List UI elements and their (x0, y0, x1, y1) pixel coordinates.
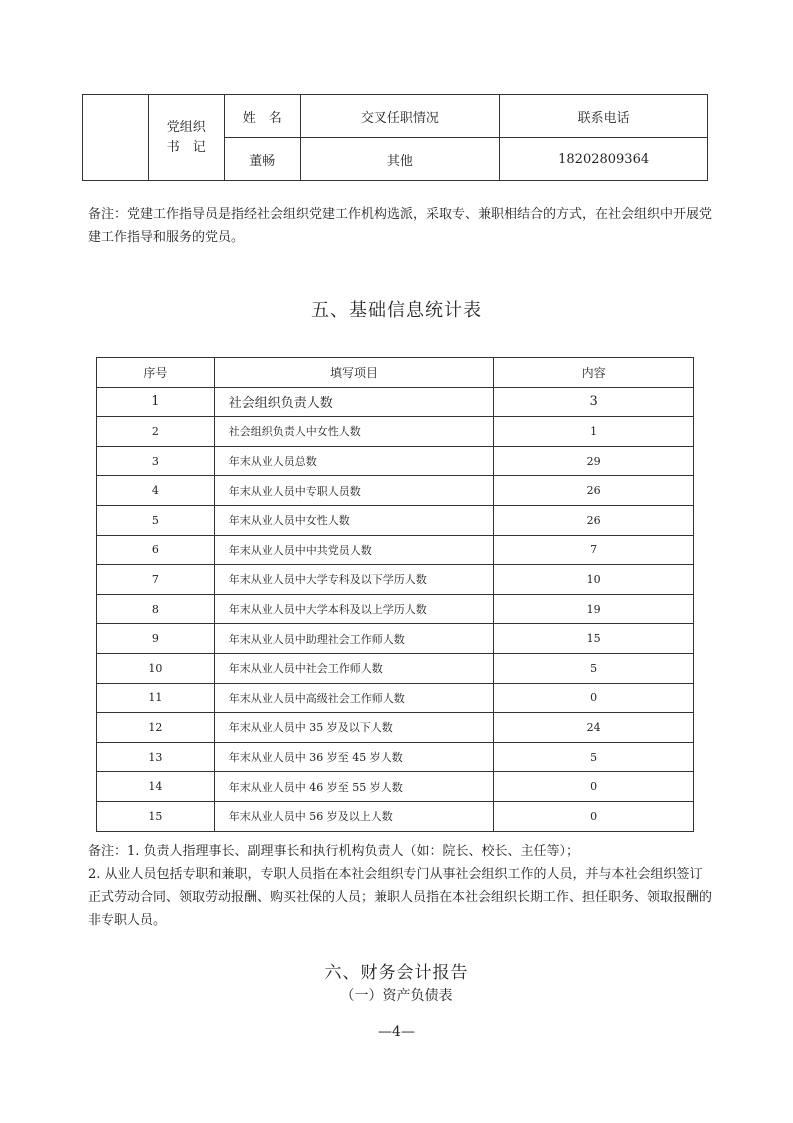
row-number: 15 (97, 801, 215, 831)
section-title-financial: 六、财务会计报告 (324, 963, 469, 983)
table-row (97, 653, 694, 683)
table-row (97, 683, 694, 713)
secretary-cross-role: 其他 (300, 138, 500, 181)
table-row (97, 594, 694, 624)
basic-info-table (96, 357, 694, 832)
row-item: 年末从业人员中大学本科及以上学历人数 (214, 594, 494, 624)
row-value: 0 (494, 801, 694, 831)
row-item: 年末从业人员总数 (214, 446, 494, 476)
secretary-name: 董畅 (224, 138, 300, 181)
row-number: 14 (97, 772, 215, 802)
row-item: 社会组织负责人数 (214, 387, 494, 417)
row-item: 年末从业人员中社会工作师人数 (214, 653, 494, 683)
note-definitions (88, 840, 713, 932)
row-value: 0 (494, 772, 694, 802)
secretary-phone: 18202809364 (500, 138, 708, 181)
section-title-basic-info: 五、基础信息统计表 (311, 300, 482, 321)
row-item: 社会组织负责人中女性人数 (214, 417, 494, 447)
row-value: 24 (494, 713, 694, 743)
table-row (97, 535, 694, 565)
note-line-2: 2. 从业人员包括专职和兼职，专职人员指在本社会组织专门从事社会组织工作的人员，并与本社会组织签订正式劳动合同、领取劳动报酬、购买社保的人员；兼职人员指在本社会组织长期工作、担任职务、领取报酬的非专职人员。 (88, 867, 713, 928)
row-value: 26 (494, 505, 694, 535)
table-row (97, 772, 694, 802)
row-value: 29 (494, 446, 694, 476)
row-number: 6 (97, 535, 215, 565)
row-number: 7 (97, 565, 215, 595)
header-value: 内容 (494, 358, 694, 388)
row-value: 5 (494, 742, 694, 772)
blank-cell (83, 95, 149, 181)
subsection-title-balance-sheet: （一）资产负债表 (340, 988, 453, 1004)
table-row (97, 387, 694, 417)
row-number: 2 (97, 417, 215, 447)
row-number: 8 (97, 594, 215, 624)
row-value: 7 (494, 535, 694, 565)
row-number: 1 (97, 387, 215, 417)
row-number: 3 (97, 446, 215, 476)
row-item: 年末从业人员中大学专科及以下学历人数 (214, 565, 494, 595)
table-row (97, 713, 694, 743)
row-value: 0 (494, 683, 694, 713)
row-number: 13 (97, 742, 215, 772)
row-value: 26 (494, 476, 694, 506)
row-number: 9 (97, 624, 215, 654)
row-number: 5 (97, 505, 215, 535)
row-number: 10 (97, 653, 215, 683)
table-row (97, 505, 694, 535)
table-row (97, 476, 694, 506)
header-item: 填写项目 (214, 358, 494, 388)
row-item: 年末从业人员中 56 岁及以上人数 (214, 801, 494, 831)
row-value: 19 (494, 594, 694, 624)
row-value: 15 (494, 624, 694, 654)
header-cross-role: 交叉任职情况 (300, 95, 500, 138)
table-row (97, 446, 694, 476)
party-secretary-table (82, 94, 708, 181)
row-item: 年末从业人员中 36 岁至 45 岁人数 (214, 742, 494, 772)
row-number: 12 (97, 713, 215, 743)
header-name: 姓 名 (224, 95, 300, 138)
header-phone: 联系电话 (500, 95, 708, 138)
row-value: 3 (494, 387, 694, 417)
table-row (97, 417, 694, 447)
row-number: 4 (97, 476, 215, 506)
note-party-guide: 备注：党建工作指导员是指经社会组织党建工作机构选派，采取专、兼职相结合的方式，在社会组织中开展党建工作指导和服务的党员。 (88, 207, 713, 245)
row-item: 年末从业人员中中共党员人数 (214, 535, 494, 565)
row-item: 年末从业人员中高级社会工作师人数 (214, 683, 494, 713)
role-label: 党组织 书 记 (148, 95, 224, 181)
row-item: 年末从业人员中 35 岁及以下人数 (214, 713, 494, 743)
row-value: 1 (494, 417, 694, 447)
row-item: 年末从业人员中女性人数 (214, 505, 494, 535)
row-item: 年末从业人员中助理社会工作师人数 (214, 624, 494, 654)
table-row (97, 742, 694, 772)
row-item: 年末从业人员中专职人员数 (214, 476, 494, 506)
table-row (97, 624, 694, 654)
table-row (97, 801, 694, 831)
header-no: 序号 (97, 358, 215, 388)
page-number: —4— (378, 1024, 415, 1040)
table-row (97, 565, 694, 595)
row-item: 年末从业人员中 46 岁至 55 岁人数 (214, 772, 494, 802)
row-value: 10 (494, 565, 694, 595)
row-number: 11 (97, 683, 215, 713)
row-value: 5 (494, 653, 694, 683)
note-line-1: 备注：1. 负责人指理事长、副理事长和执行机构负责人（如：院长、校长、主任等）； (88, 844, 580, 859)
